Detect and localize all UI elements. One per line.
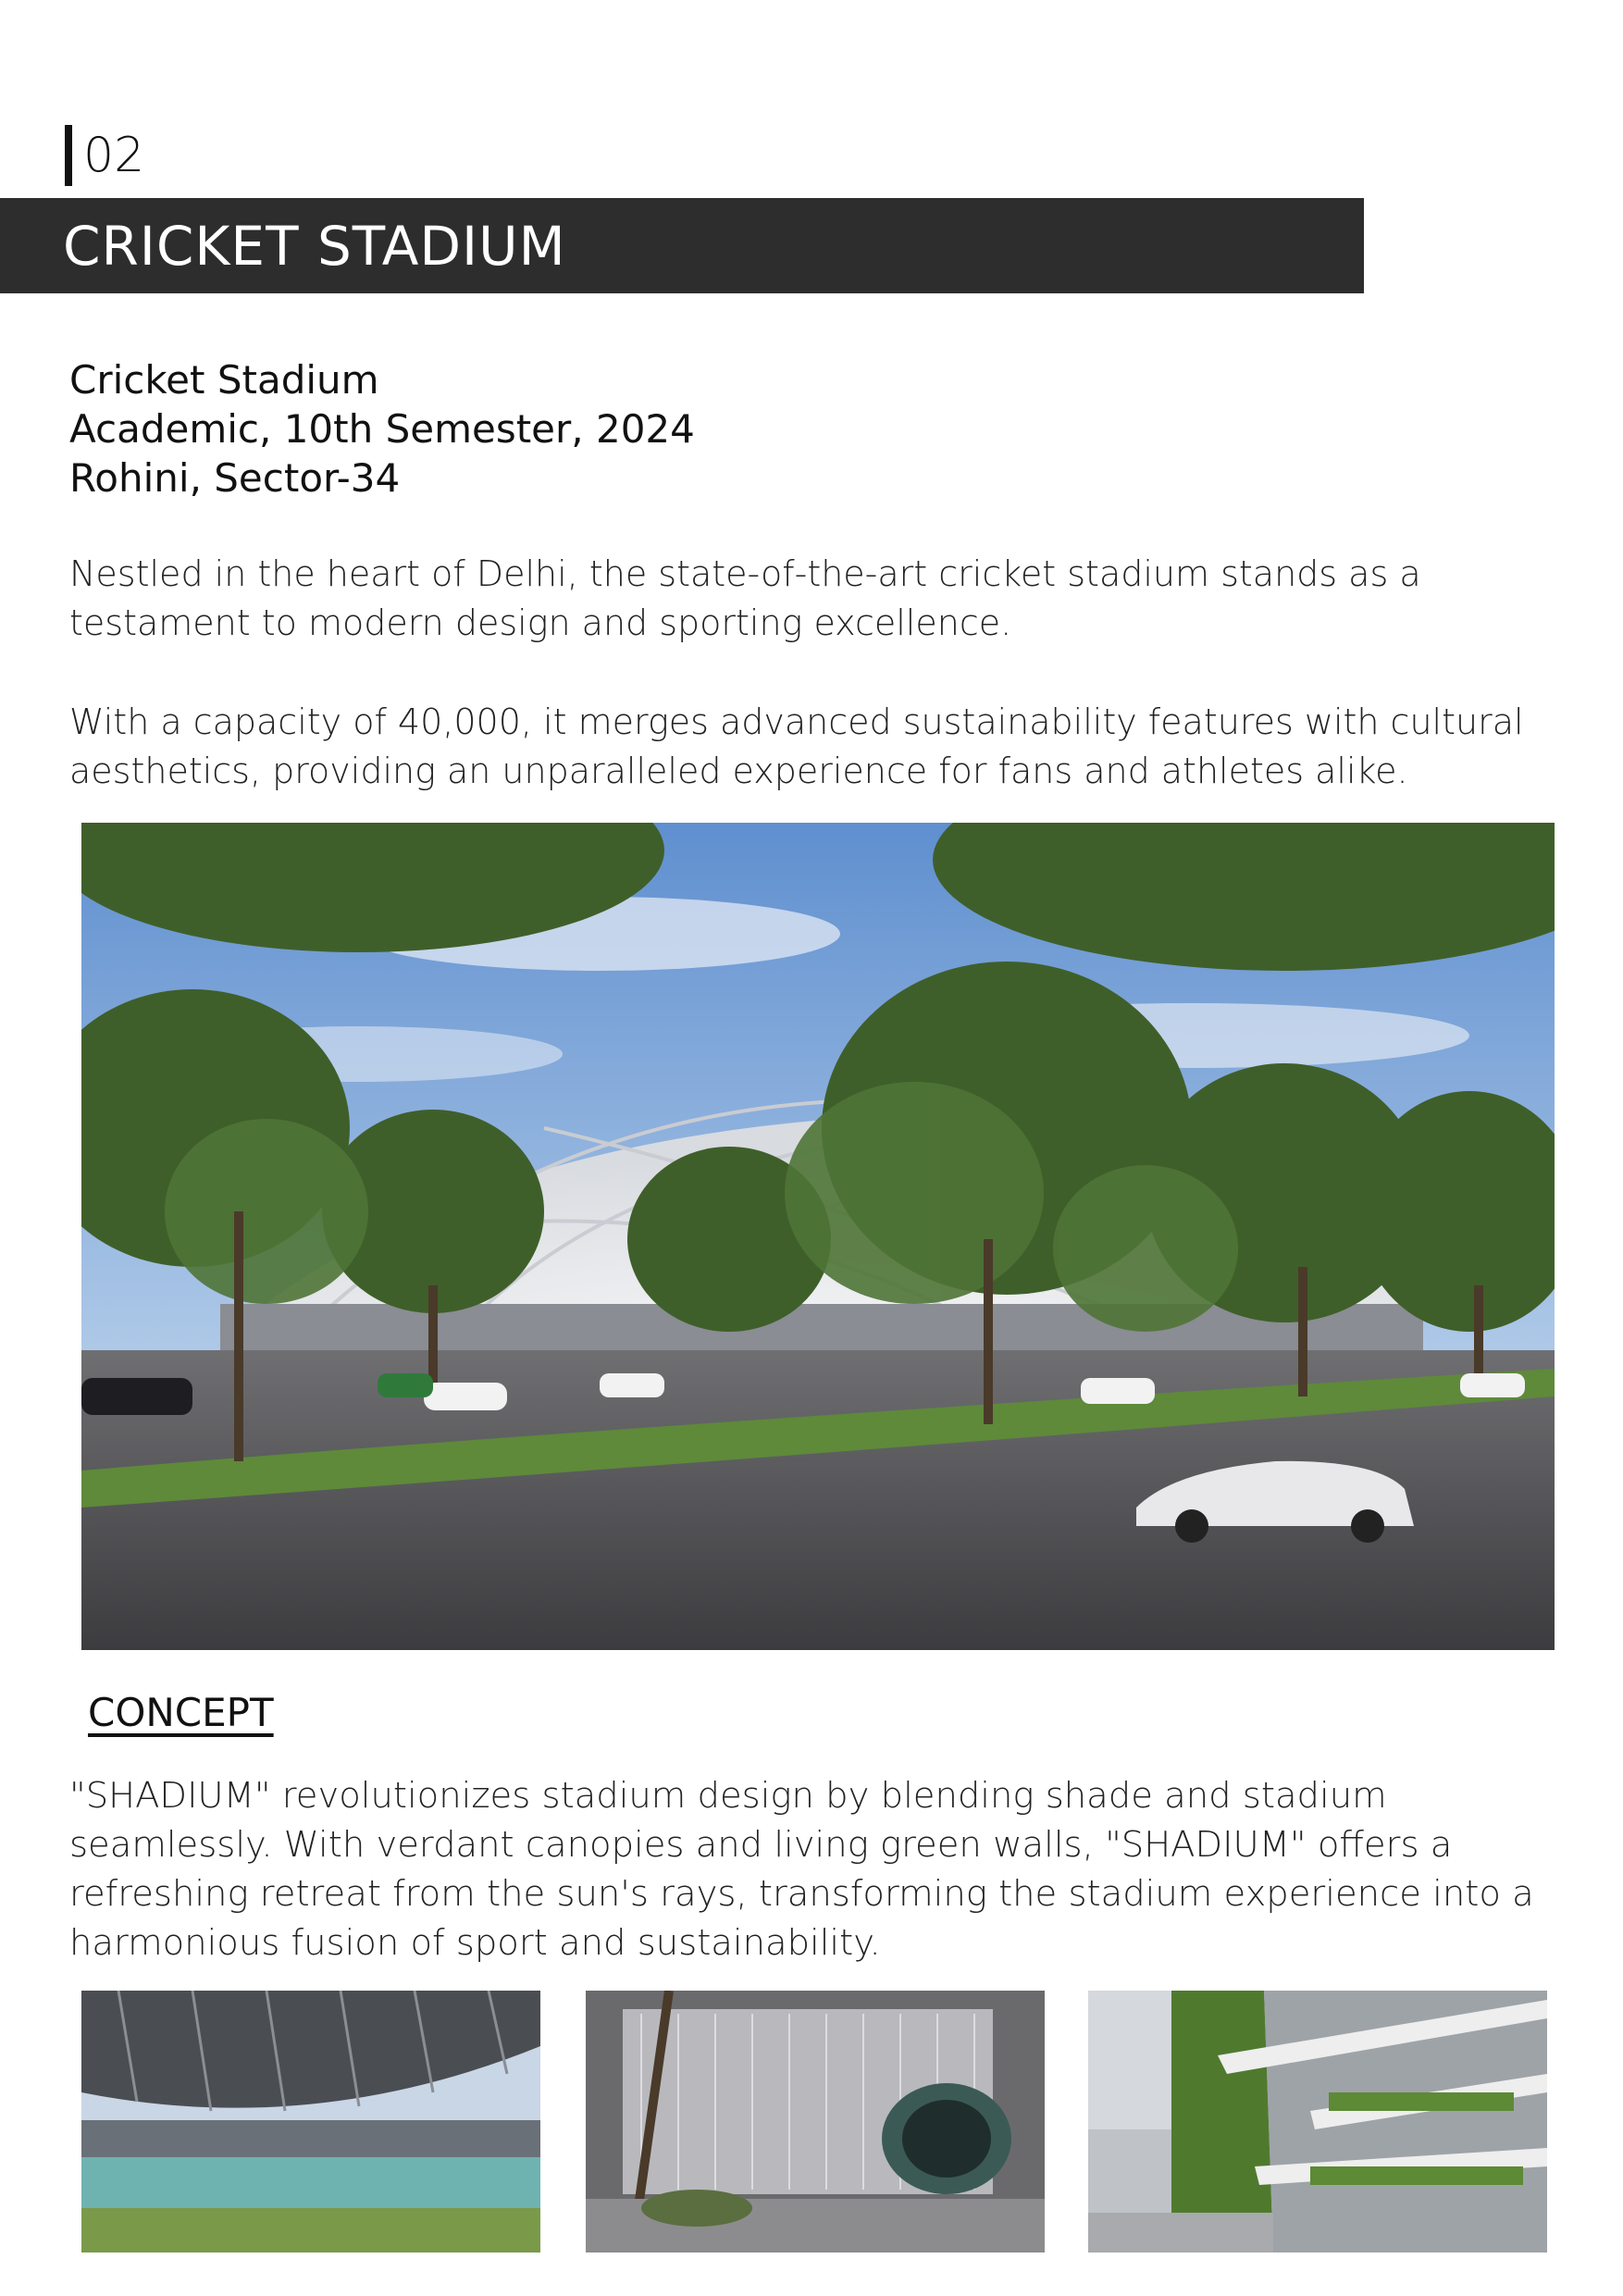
project-type: Academic, 10th Semester, 2024	[69, 406, 695, 452]
page-number-divider	[65, 125, 72, 186]
concept-heading: CONCEPT	[88, 1690, 274, 1735]
section-title-band	[0, 198, 1364, 293]
page-number: 02	[83, 128, 145, 183]
page-number-block	[65, 125, 144, 186]
project-location: Rohini, Sector-34	[69, 455, 401, 501]
section-title: CRICKET STADIUM	[63, 214, 566, 278]
green-wall-image	[1088, 1991, 1547, 2253]
concept-paragraph: "SHADIUM" revolutionizes stadium design by blending shade and stadium seamlessly. With verdant canopies and living green walls, "SHADIUM" offers a refreshing retreat from the sun's rays, transforming the stadium experience into a harmonious fusion of sport and sustainability.	[69, 1775, 1534, 1964]
intro-paragraph-1: Nestled in the heart of Delhi, the state-of-the-art cricket stadium stands as a testament to modern design and sporting excellence.	[69, 553, 1421, 643]
stadium-canopy-image	[81, 1991, 540, 2253]
project-meta	[69, 355, 695, 503]
stadium-render-image	[81, 823, 1555, 1650]
intro-paragraph-2: With a capacity of 40,000, it merges advanced sustainability features with cultural aesthetics, providing an unparalleled experience for fans and athletes alike.	[69, 701, 1524, 791]
water-wall-image	[586, 1991, 1045, 2253]
project-name: Cricket Stadium	[69, 357, 379, 403]
